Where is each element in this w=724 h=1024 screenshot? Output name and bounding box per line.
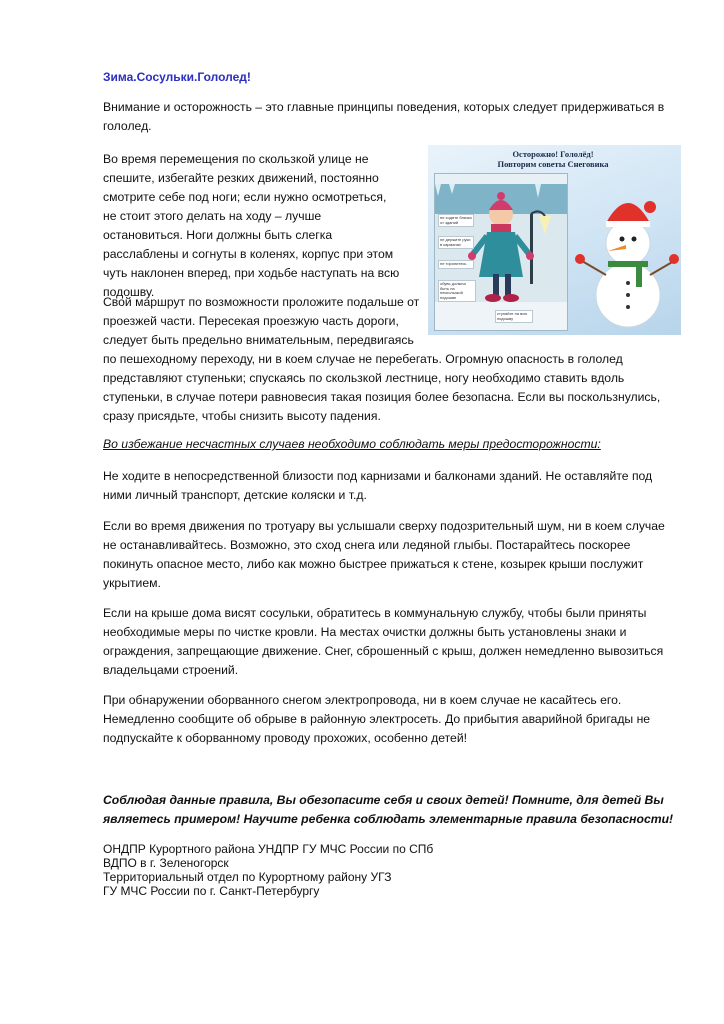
signature-line: ВДПО в г. Зеленогорск (103, 856, 229, 870)
poster-tip-1: не ходите близко от зданий (438, 214, 474, 227)
signature-line: ОНДПР Курортного района УНДПР ГУ МЧС России по СПб (103, 842, 434, 856)
poster-tip-5: ступайте на всю подошву (495, 310, 533, 323)
paragraph-route (103, 293, 678, 426)
precautions-heading: Во избежание несчастных случаев необходимо соблюдать меры предосторожности: (103, 437, 601, 451)
paragraph-walking: Во время перемещения по скользкой улице не спешите, избегайте резких движений, постоянно смотрите себе под ноги; если нужно осмотреться, не стоит этого делать на ходу – лучше остановиться. Ноги должны быть слегка расслаблены и согнуты в коленях, корпус при этом чуть наклонен вперед, при ходьбе наступать на всю подошву. (103, 152, 400, 299)
closing-statement: Соблюдая данные правила, Вы обезопасите себя и своих детей! Помните, для детей Вы являетесь примером! Научите ребенка соблюдать элементарные правила безопасности! (103, 793, 674, 826)
signature-block (103, 842, 678, 898)
paragraph-icicles: Если на крыше дома висят сосульки, обратитесь в коммунальную службу, чтобы были приняты необходимые меры по чистке кровли. На местах очистки должны быть установлены знаки и ограждения, запрещающие движение. Снег, сброшенный с крыш, должен немедленно вывозиться владельцами строений. (103, 606, 664, 677)
paragraph-eaves: Не ходите в непосредственной близости под карнизами и балконами зданий. Не оставляйте под ними личный транспорт, детские коляски и т.д. (103, 469, 653, 502)
poster-tip-3: не торопитесь (438, 260, 474, 269)
paragraph-noise: Если во время движения по тротуару вы услышали сверху подозрительный шум, ни в коем случае не останавливайтесь. Возможно, это сход снега или ледяной глыбы. Постарайтесь поскорее покинуть опасное место, либо как можно быстрее прижаться к стене, козырек крыши послужит укрытием. (103, 519, 665, 590)
paragraph-power-line: При обнаружении оборванного снегом электропровода, ни в коем случае не касайтесь его. Немедленно сообщите об обрыве в районную электросеть. До прибытия аварийной бригады не подпускайте к оборванному проводу прохожих, особенно детей! (103, 693, 651, 745)
signature-line: Территориальный отдел по Курортному району УГЗ (103, 870, 392, 884)
paragraph-route-lead: Свой маршрут по возможности проложите подальше от проезжей части. Пересекая проезжую часть дороги, следует быть предельно внимательным, передвигаясь (103, 295, 420, 347)
poster-heading: Осторожно! Гололёд! Повторим советы Снеговика (497, 149, 609, 169)
poster-tip-4: обувь должна быть на нескользкой подошве (438, 280, 476, 302)
signature-line: ГУ МЧС России по г. Санкт-Петербургу (103, 884, 320, 898)
paragraph-route-rest: по пешеходному переходу, ни в коем случае не перебегать. Огромную опасность в гололед представляют ступеньки; спускаясь по скользкой лестнице, ногу необходимо ставить вдоль ступеньки, в случае потери равновесия такая позиция более безопасна. Если вы поскользнулись, сразу присядьте, чтобы снизить высоту падения. (103, 352, 661, 423)
page-title: Зима.Сосульки.Гололед! (103, 70, 251, 84)
intro-paragraph: Внимание и осторожность – это главные принципы поведения, которых следует придерживаться в гололед. (103, 100, 665, 133)
poster-tip-2: не держите руки в карманах (438, 236, 474, 249)
